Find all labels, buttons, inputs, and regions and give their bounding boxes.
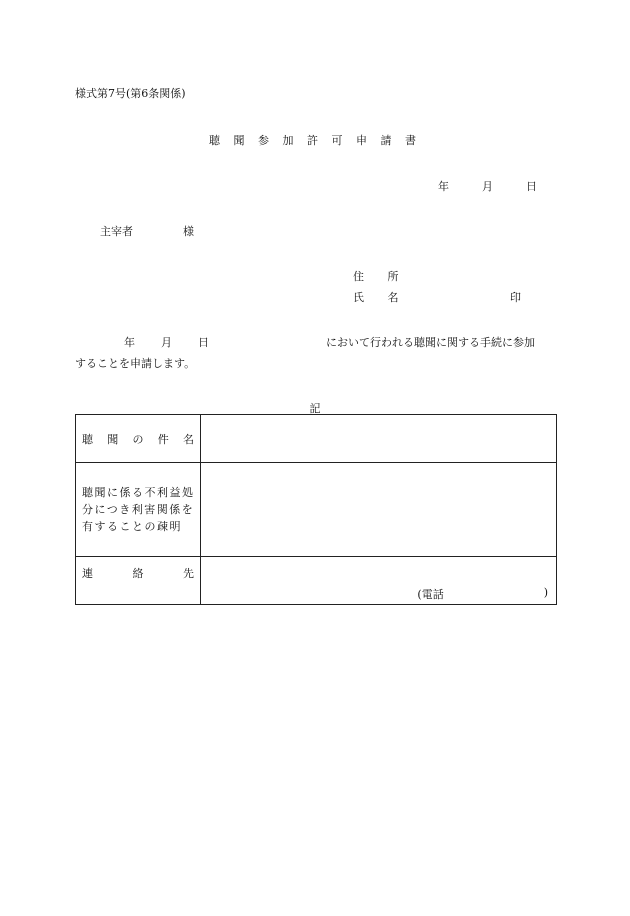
submission-date (438, 178, 537, 194)
hearing-date (124, 334, 209, 350)
date-day-label: 日 (526, 180, 537, 193)
addressee (100, 223, 194, 239)
ki-heading: 記 (309, 402, 321, 415)
detail-table (75, 414, 557, 605)
applicant-address-label: 住 所 (353, 270, 409, 283)
date-month-label: 月 (482, 180, 493, 193)
case-title-field[interactable] (201, 415, 557, 463)
table-row-contact (76, 557, 557, 605)
interest-label: 聴聞に係る不利益処 分につき利害関係を 有することの疎明 (76, 463, 201, 557)
seal-mark: 印 (510, 291, 521, 304)
interest-field[interactable] (201, 463, 557, 557)
applicant-name-label: 氏 名 (353, 291, 409, 304)
document-title: 聴 聞 参 加 許 可 申 請 書 (209, 134, 421, 147)
body-text-line-2: することを申請します。 (75, 357, 196, 370)
hearing-day-label: 日 (198, 336, 209, 349)
hearing-month-label: 月 (161, 336, 172, 349)
body-text-line-1: において行われる聴聞に関する手続に参加 (326, 336, 535, 349)
date-year-label: 年 (438, 180, 449, 193)
contact-field[interactable] (201, 557, 557, 605)
addressee-name: 主宰者 (100, 225, 133, 238)
case-title-label: 聴 聞 の 件 名 (76, 415, 201, 463)
phone-field: (電話 ) (417, 586, 548, 601)
addressee-honorific: 様 (183, 225, 194, 238)
form-number: 様式第7号(第6条関係) (75, 87, 186, 100)
table-row-case-title (76, 415, 557, 463)
contact-label: 連 絡 先 (76, 557, 201, 605)
hearing-year-label: 年 (124, 336, 135, 349)
table-row-interest (76, 463, 557, 557)
